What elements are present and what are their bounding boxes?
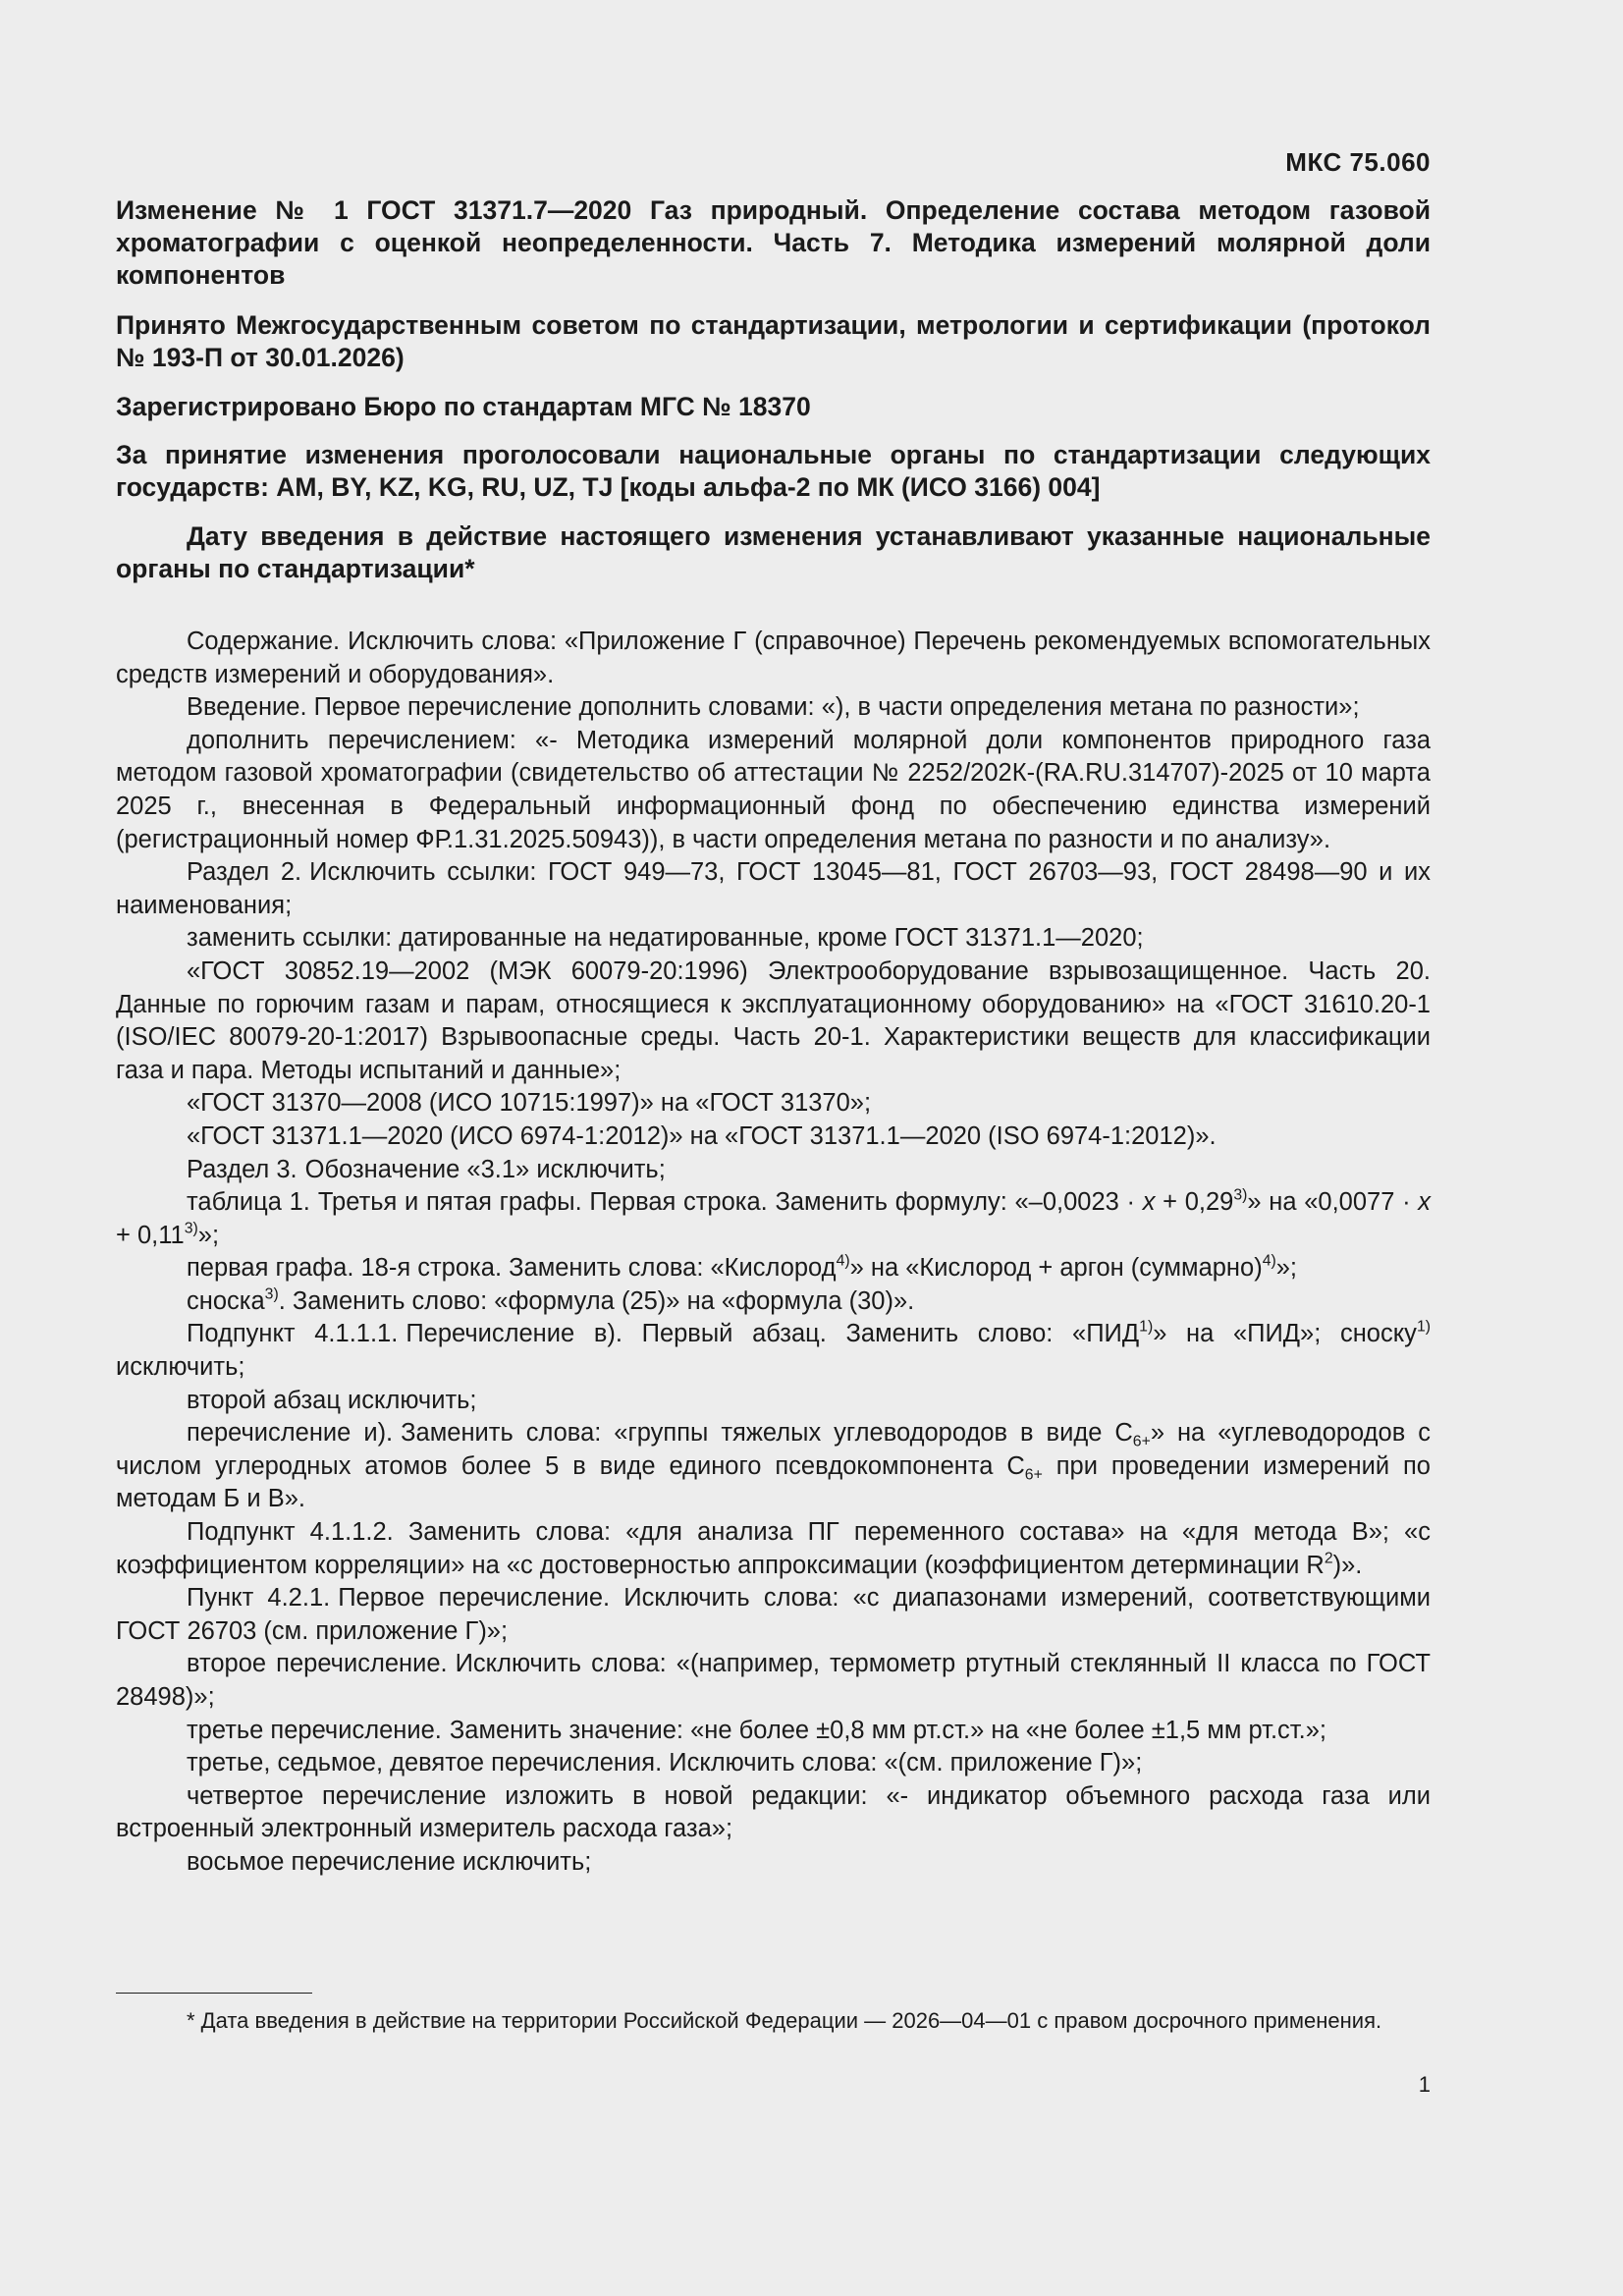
- paragraph: Подпункт 4.1.1.2. Заменить слова: «для анализа ПГ переменного состава» на «для метода В»; «с коэффициентом корреляции» на «с достоверностью аппроксимации (коэффициентом детерминации $R^2$)».: [116, 1518, 1431, 1579]
- footnote: * Дата введения в действие на территории Российской Федерации — 2026—04—01 с правом досрочного применения.: [187, 2008, 1382, 2033]
- paragraph: перечисление и). Заменить слова: «группы тяжелых углеводородов в виде $С_{6+}$» на «углеводородов с числом углеродных атомов более 5 в виде единого псевдокомпонента $С_{6+}$ при проведении измерений по методам Б и В».: [116, 1419, 1432, 1513]
- paragraph: Введение. Первое перечисление дополнить словами: «), в части определения метана по разности»;: [187, 693, 1360, 722]
- paragraph: дополнить перечислением: «- Методика измерений молярной доли компонентов природного газа методом газовой хроматографии (свидетельство об аттестации № 2252/202К-(RA.RU.314707)-2025 от 10 марта 2025 г., внесенная в Федеральный информационный фонд по обеспечению единства измерений (регистрационный номер ФР.1.31.2025.50943)), в части определения метана по разности и по анализу».: [116, 726, 1431, 853]
- effective-date-note: Дату введения в действие настоящего изменения устанавливают указанные национальные органы по стандартизации*: [116, 521, 1431, 583]
- paragraph: «ГОСТ 31371.1—2020 (ИСО 6974-1:2012)» на «ГОСТ 31371.1—2020 (ISO 6974-1:2012)».: [187, 1121, 1217, 1150]
- paragraph: третье, седьмое, девятое перечисления. Исключить слова: «(см. приложение Г)»;: [187, 1749, 1143, 1777]
- amendment-title: Изменение № 1 ГОСТ 31371.7—2020 Газ природный. Определение состава методом газовой хроматографии с оценкой неопределенности. Часть 7. Методика измерений молярной доли компонентов: [116, 195, 1431, 290]
- voting-states: За принятие изменения проголосовали национальные органы по стандартизации следующих государств: AM, BY, KZ, KG, RU, UZ, TJ [коды альфа-2 по МК (ИСО 3166) 004]: [116, 440, 1431, 502]
- page-number: 1: [1418, 2072, 1431, 2097]
- paragraph: «ГОСТ 30852.19—2002 (МЭК 60079-20:1996) Электрооборудование взрывозащищенное. Часть 20. Данные по горючим газам и парам, относящиеся к эксплуатационному оборудованию» на «ГОСТ 31610.20-1 (ISO/IEC 80079-20-1:2017) Взрывоопасные среды. Часть 20-1. Характеристики веществ для классификации газа и пара. Методы испытаний и данные»;: [116, 957, 1431, 1084]
- paragraph: сноска$^{3)}$. Заменить слово: «формула (25)» на «формула (30)».: [187, 1285, 915, 1315]
- accepted-by: Принято Межгосударственным советом по стандартизации, метрологии и сертификации (протокол № 193-П от 30.01.2026): [116, 310, 1431, 372]
- paragraph: второе перечисление. Исключить слова: «(например, термометр ртутный стеклянный II класса по ГОСТ 28498)»;: [116, 1650, 1431, 1711]
- paragraph: Пункт 4.2.1. Первое перечисление. Исключить слова: «с диапазонами измерений, соответствующими ГОСТ 26703 (см. приложение Г)»;: [116, 1584, 1432, 1645]
- paragraph: Раздел 3. Обозначение «3.1» исключить;: [187, 1155, 666, 1183]
- mks-code: МКС 75.060: [1285, 147, 1431, 177]
- paragraph: Раздел 2. Исключить ссылки: ГОСТ 949—73, ГОСТ 13045—81, ГОСТ 26703—93, ГОСТ 28498—90 и их наименования;: [116, 858, 1432, 919]
- paragraph: таблица 1. Третья и пятая графы. Первая строка. Заменить формулу: «$-0,0023 \cdot x + 0,29^{3)}$» на «$0,0077 \cdot x + 0,11^{3)}$»;: [116, 1186, 1432, 1249]
- paragraph: «ГОСТ 31370—2008 (ИСО 10715:1997)» на «ГОСТ 31370»;: [187, 1089, 872, 1118]
- paragraph: третье перечисление. Заменить значение: «не более ±0,8 мм рт.ст.» на «не более ±1,5 мм рт.ст.»;: [187, 1716, 1326, 1744]
- amendment-body: [116, 626, 1431, 1880]
- paragraph: первая графа. 18-я строка. Заменить слова: «Кислород$^{4)}$» на «Кислород + аргон (суммарно)$^{4)}$»;: [187, 1253, 1298, 1283]
- paragraph: четвертое перечисление изложить в новой редакции: «- индикатор объемного расхода газа или встроенный электронный измеритель расхода газа»;: [116, 1781, 1431, 1843]
- paragraph: второй абзац исключить;: [187, 1386, 477, 1414]
- paragraph: Подпункт 4.1.1.1. Перечисление в). Первый абзац. Заменить слово: «ПИД$^{1)}$» на «ПИД»; сноску$^{1)}$ исключить;: [116, 1319, 1431, 1382]
- paragraph: Содержание. Исключить слова: «Приложение Г (справочное) Перечень рекомендуемых вспомогательных средств измерений и оборудования».: [116, 628, 1431, 688]
- registration: Зарегистрировано Бюро по стандартам МГС № 18370: [116, 392, 811, 421]
- footnote-divider: [116, 1993, 312, 1994]
- paragraph: заменить ссылки: датированные на недатированные, кроме ГОСТ 31371.1—2020;: [187, 924, 1144, 953]
- paragraph: восьмое перечисление исключить;: [187, 1847, 592, 1876]
